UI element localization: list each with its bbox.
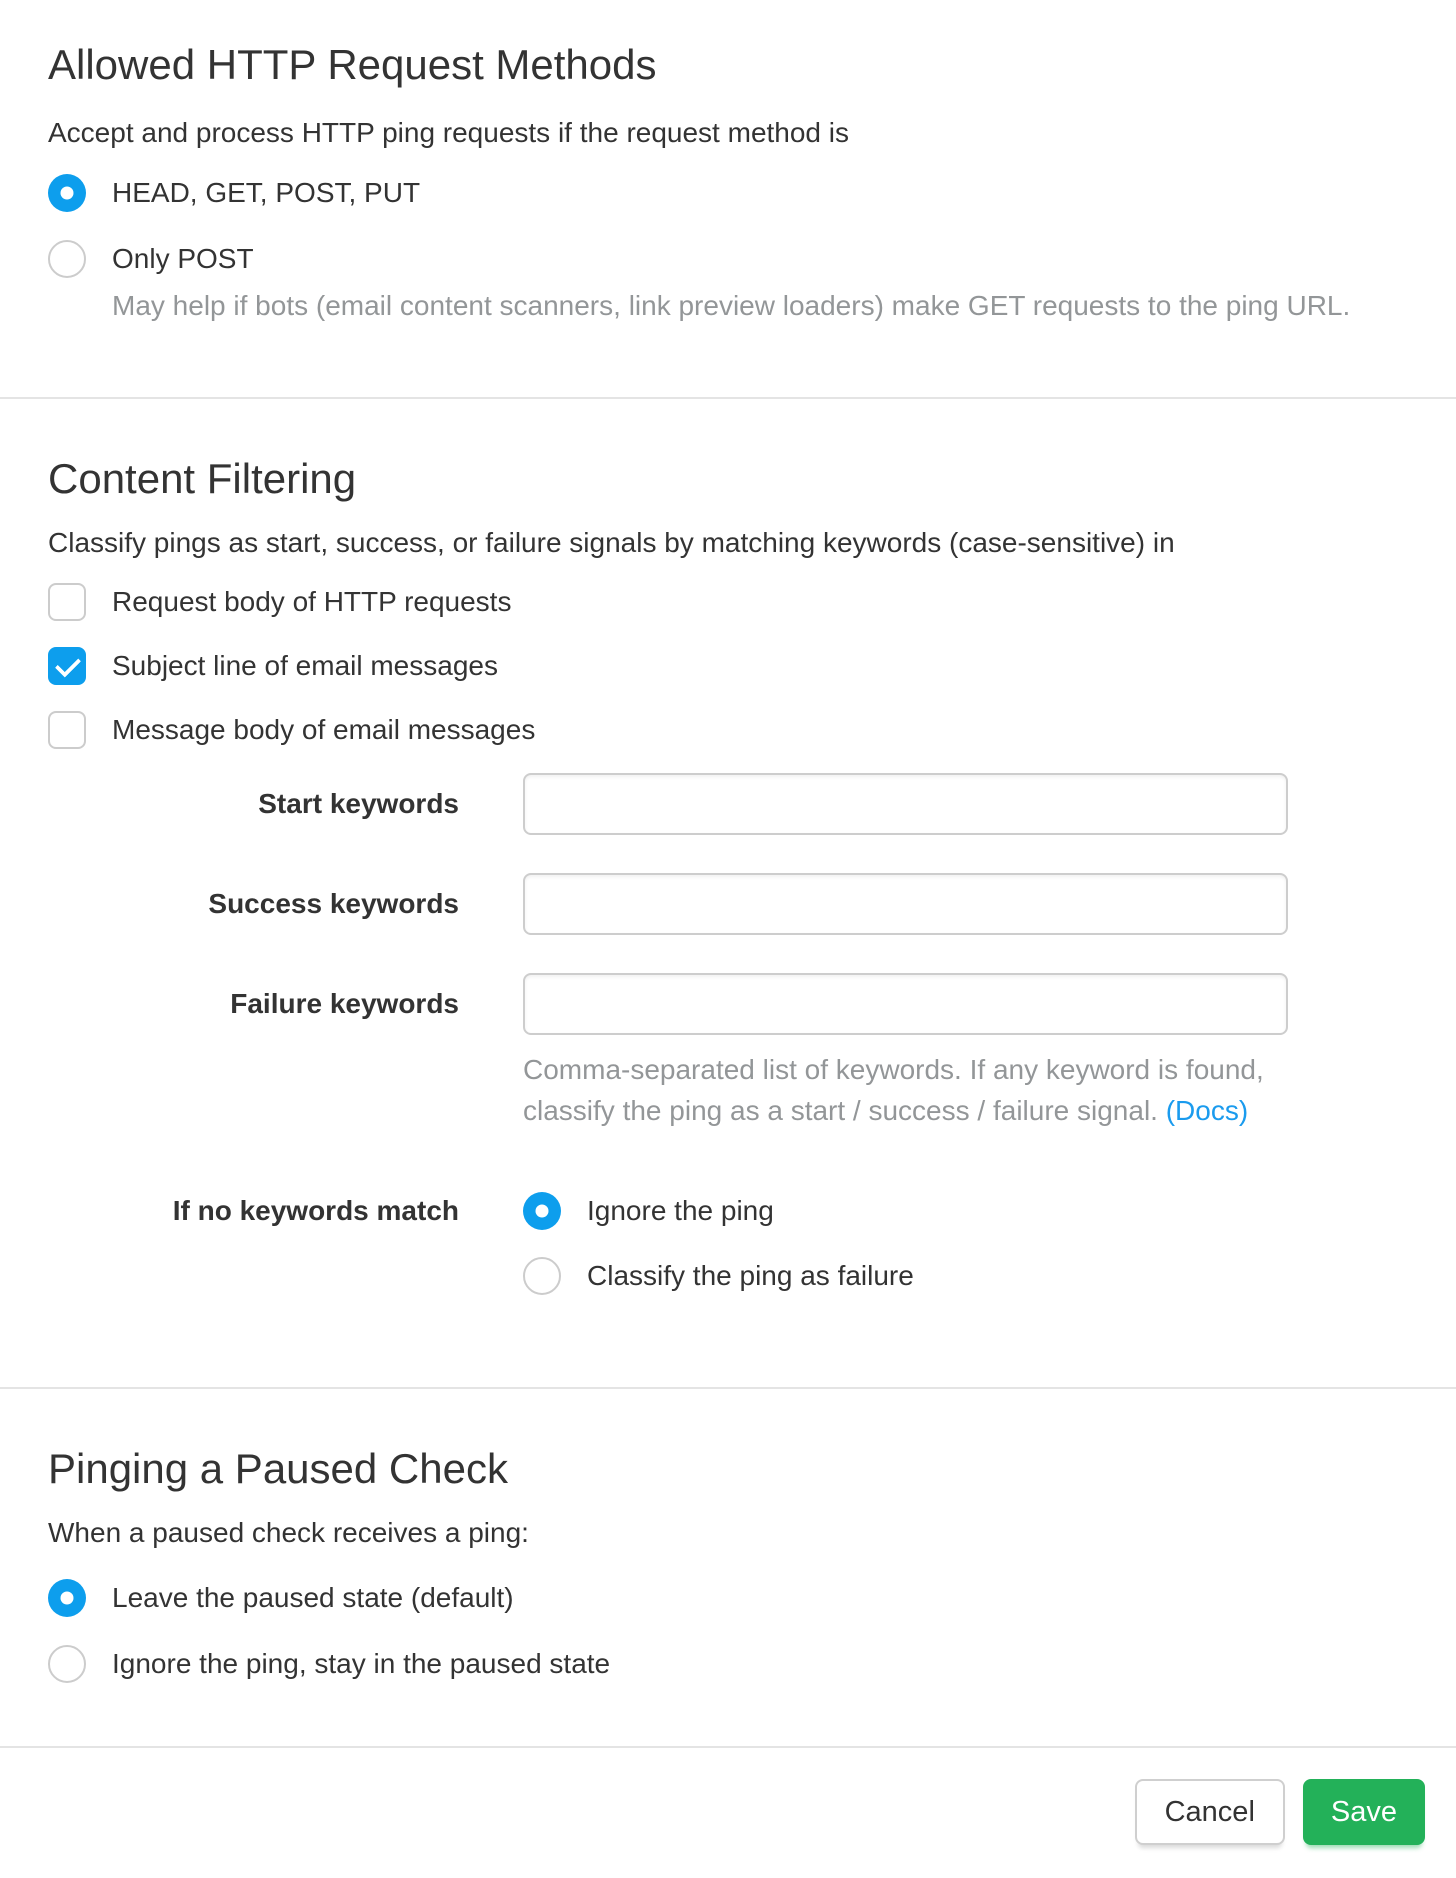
keywords-help-body: Comma-separated list of keywords. If any keyword is found, classify the ping as a start / success / failure signal. (523, 1054, 1264, 1126)
radio-option-label: Leave the paused state (default) (112, 1582, 514, 1613)
start-keywords-row (48, 773, 1408, 835)
radio-option-label: HEAD, GET, POST, PUT (112, 177, 421, 208)
failure-keywords-input[interactable] (523, 973, 1288, 1035)
checkbox-label: Message body of email messages (112, 714, 536, 745)
section-title-content-filtering: Content Filtering (48, 455, 357, 502)
radio-option-label: Only POST (112, 243, 254, 274)
checkbox-label: Subject line of email messages (112, 650, 498, 681)
radio-option-ignore-ping[interactable] (523, 1185, 914, 1237)
form-footer (0, 1748, 1456, 1878)
radio-option-classify-failure[interactable] (523, 1250, 914, 1302)
radio-option-leave-paused-state[interactable] (48, 1572, 1408, 1624)
radio-option-label: Classify the ping as failure (587, 1260, 914, 1291)
failure-keywords-label: Failure keywords (230, 988, 459, 1019)
success-keywords-input[interactable] (523, 873, 1288, 935)
checkbox-message-body[interactable] (48, 705, 1408, 755)
radio-option-label: Ignore the ping, stay in the paused state (112, 1648, 611, 1679)
section-title-pinging-paused-check: Pinging a Paused Check (48, 1445, 508, 1492)
only-post-help-text: May help if bots (email content scanners, link preview loaders) make GET requests to the ping URL. (112, 290, 1351, 321)
success-keywords-label: Success keywords (208, 888, 459, 919)
section-pinging-paused-check (0, 1444, 1456, 1748)
section-title-http-methods: Allowed HTTP Request Methods (48, 41, 657, 88)
start-keywords-label: Start keywords (258, 788, 459, 819)
radio-icon[interactable] (48, 240, 86, 278)
radio-icon[interactable] (523, 1257, 561, 1295)
radio-icon[interactable] (48, 174, 86, 212)
keywords-help-text (523, 1049, 1353, 1131)
paused-check-description: When a paused check receives a ping: (48, 1517, 529, 1548)
failure-keywords-row (48, 973, 1408, 1035)
radio-option-only-post[interactable] (48, 233, 1408, 285)
success-keywords-row (48, 873, 1408, 935)
checkbox-request-body[interactable] (48, 577, 1408, 627)
section-http-methods (0, 40, 1456, 399)
radio-option-head-get-post-put[interactable] (48, 167, 1408, 219)
radio-icon[interactable] (48, 1579, 86, 1617)
no-keywords-match-label: If no keywords match (172, 1195, 459, 1226)
no-keywords-match-row (48, 1185, 1408, 1302)
checkbox-label: Request body of HTTP requests (112, 586, 512, 617)
radio-option-stay-paused-state[interactable] (48, 1638, 1408, 1690)
radio-icon[interactable] (48, 1645, 86, 1683)
checkbox-icon[interactable] (48, 647, 86, 685)
save-button[interactable]: Save (1303, 1779, 1425, 1845)
docs-link[interactable]: (Docs) (1165, 1095, 1249, 1126)
http-methods-description: Accept and process HTTP ping requests if the request method is (48, 117, 850, 148)
cancel-button[interactable]: Cancel (1135, 1779, 1285, 1845)
content-filtering-description: Classify pings as start, success, or failure signals by matching keywords (case-sensitive) in (48, 527, 1175, 558)
radio-option-label: Ignore the ping (587, 1195, 774, 1226)
checkbox-icon[interactable] (48, 711, 86, 749)
settings-page (0, 40, 1456, 1878)
section-content-filtering (0, 454, 1456, 1389)
checkbox-subject-line[interactable] (48, 641, 1408, 691)
checkbox-icon[interactable] (48, 583, 86, 621)
start-keywords-input[interactable] (523, 773, 1288, 835)
radio-icon[interactable] (523, 1192, 561, 1230)
